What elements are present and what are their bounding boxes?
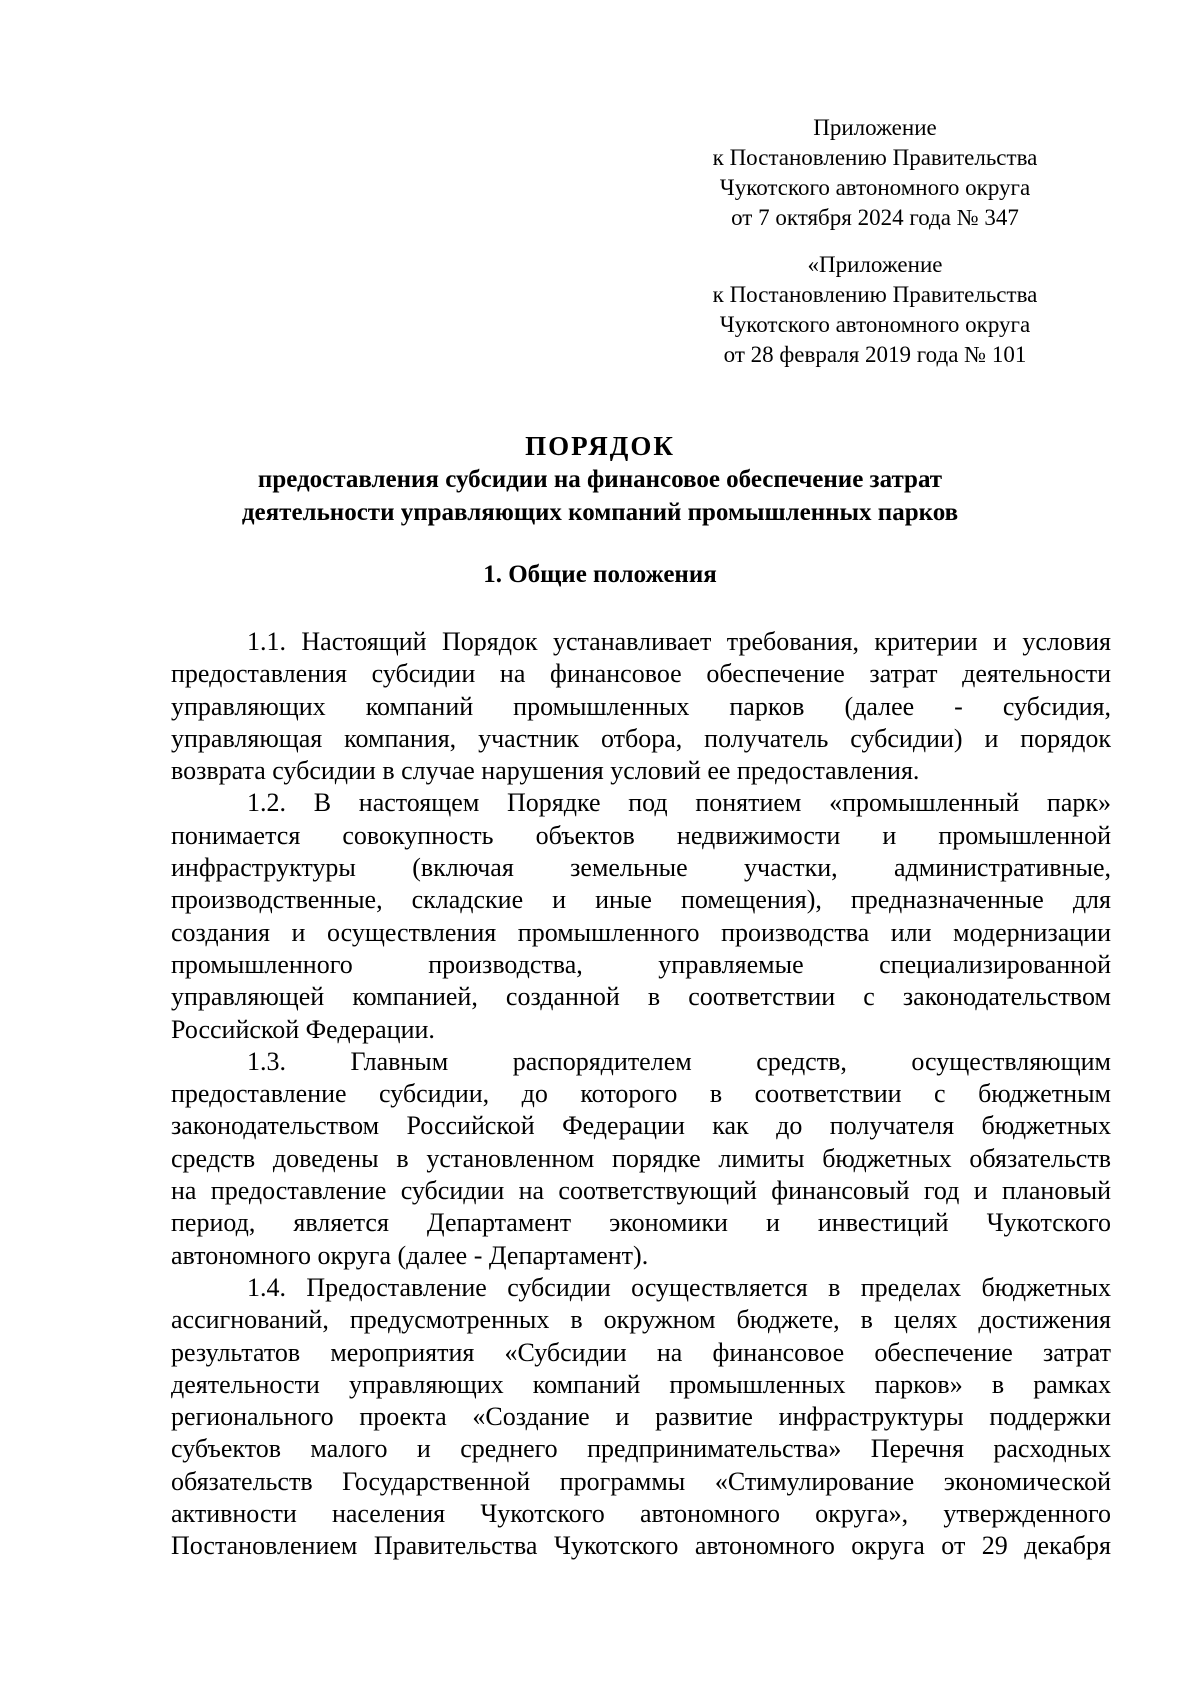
paragraph-line: инфраструктуры (включая земельные участки, административные, bbox=[171, 853, 1111, 883]
appendix-line: от 28 февраля 2019 года № 101 bbox=[723, 342, 1027, 367]
paragraph-line: активности населения Чукотского автономного округа», утвержденного bbox=[171, 1499, 1111, 1529]
paragraph-line: результатов мероприятия «Субсидии на финансовое обеспечение затрат bbox=[171, 1337, 1111, 1367]
paragraph bbox=[171, 1272, 1111, 1563]
paragraph-line: промышленного производства, управляемые специализированной bbox=[171, 949, 1111, 979]
paragraph-line: управляющих компаний промышленных парков (далее - субсидия, bbox=[171, 691, 1111, 721]
appendix-header-original bbox=[690, 250, 1060, 370]
appendix-line: к Постановлению Правительства bbox=[712, 282, 1038, 307]
paragraph-line: регионального проекта «Создание и развитие инфраструктуры поддержки bbox=[171, 1402, 1111, 1432]
paragraph-line: субъектов малого и среднего предпринимательства» Перечня расходных bbox=[171, 1434, 1111, 1464]
paragraph-line: предоставление субсидии, до которого в соответствии с бюджетным bbox=[171, 1079, 1111, 1109]
document-title: ПОРЯДОК bbox=[525, 431, 675, 461]
section-heading: 1. Общие положения bbox=[483, 561, 717, 588]
appendix-header-current bbox=[690, 113, 1060, 233]
paragraph-line: управляющая компания, участник отбора, получатель субсидии) и порядок bbox=[171, 723, 1111, 753]
appendix-line: «Приложение bbox=[807, 252, 943, 277]
appendix-line: от 7 октября 2024 года № 347 bbox=[731, 205, 1019, 230]
paragraph bbox=[171, 1046, 1111, 1272]
paragraph-line: 1.4. Предоставление субсидии осуществляется в пределах бюджетных bbox=[247, 1272, 1111, 1302]
paragraph-line: законодательством Российской Федерации как до получателя бюджетных bbox=[171, 1111, 1111, 1141]
paragraph-line: обязательств Государственной программы «Стимулирование экономической bbox=[171, 1466, 1111, 1496]
paragraph bbox=[171, 787, 1111, 1045]
body-text bbox=[171, 626, 1111, 1563]
paragraph-line: ассигнований, предусмотренных в окружном бюджете, в целях достижения bbox=[171, 1305, 1111, 1335]
document-subtitle bbox=[0, 463, 1200, 529]
paragraph bbox=[171, 626, 1111, 787]
paragraph-line: автономного округа (далее - Департамент). bbox=[171, 1240, 649, 1270]
subtitle-line: деятельности управляющих компаний промышленных парков bbox=[241, 499, 959, 526]
paragraph-line: деятельности управляющих компаний промышленных парков» в рамках bbox=[171, 1369, 1111, 1399]
appendix-line: к Постановлению Правительства bbox=[712, 145, 1038, 170]
paragraph-line: средств доведены в установленном порядке лимиты бюджетных обязательств bbox=[171, 1143, 1111, 1173]
paragraph-line: 1.2. В настоящем Порядке под понятием «промышленный парк» bbox=[247, 788, 1111, 818]
appendix-line: Чукотского автономного округа bbox=[719, 312, 1031, 337]
paragraph-line: производственные, складские и иные помещения), предназначенные для bbox=[171, 885, 1111, 915]
paragraph-line: Российской Федерации. bbox=[171, 1014, 435, 1044]
paragraph-line: Постановлением Правительства Чукотского автономного округа от 29 декабря bbox=[171, 1531, 1111, 1561]
subtitle-line: предоставления субсидии на финансовое обеспечение затрат bbox=[257, 466, 943, 493]
paragraph-line: понимается совокупность объектов недвижимости и промышленной bbox=[171, 820, 1111, 850]
appendix-line: Чукотского автономного округа bbox=[719, 175, 1031, 200]
paragraph-line: предоставления субсидии на финансовое обеспечение затрат деятельности bbox=[171, 659, 1111, 689]
paragraph-line: управляющей компанией, созданной в соответствии с законодательством bbox=[171, 982, 1111, 1012]
appendix-line: Приложение bbox=[813, 115, 937, 140]
paragraph-line: возврата субсидии в случае нарушения условий ее предоставления. bbox=[171, 756, 920, 786]
paragraph-line: 1.3. Главным распорядителем средств, осуществляющим bbox=[247, 1046, 1111, 1076]
paragraph-line: на предоставление субсидии на соответствующий финансовый год и плановый bbox=[171, 1176, 1111, 1206]
paragraph-line: создания и осуществления промышленного производства или модернизации bbox=[171, 917, 1111, 947]
paragraph-line: 1.1. Настоящий Порядок устанавливает требования, критерии и условия bbox=[247, 627, 1111, 656]
paragraph-line: период, является Департамент экономики и инвестиций Чукотского bbox=[171, 1208, 1111, 1238]
